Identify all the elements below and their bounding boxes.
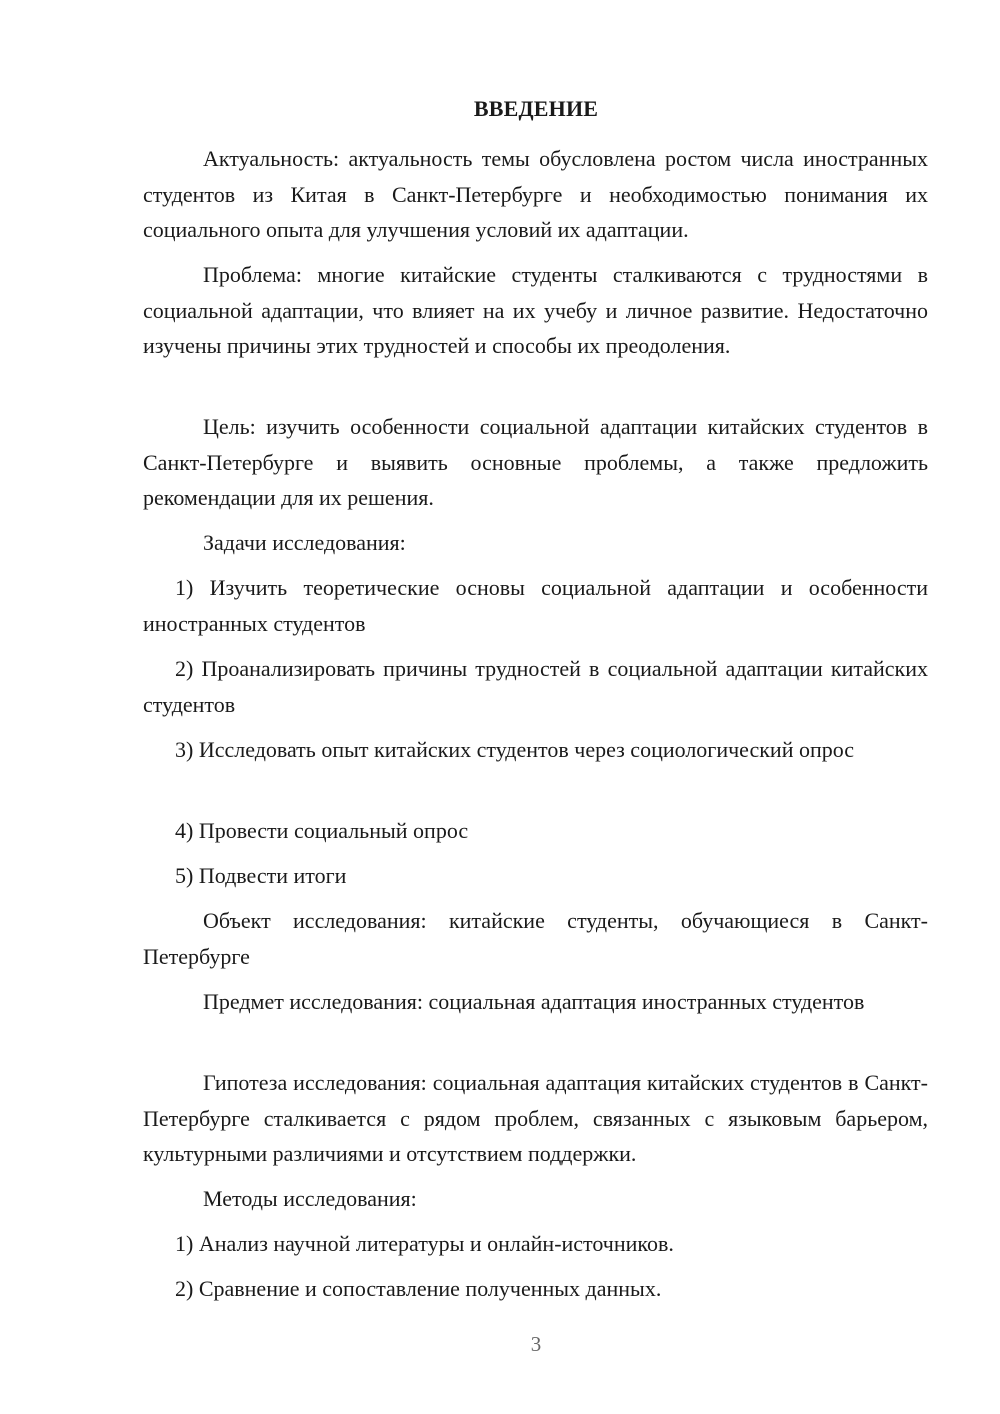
paragraph-tasks-heading: Задачи исследования: [203,530,406,555]
paragraph-goal: Цель: изучить особенности социальной адаптации китайских студентов в Санкт-Петербурге и выявить основные проблемы, а также предложить рекомендации для их решения. [143,414,928,510]
list-item-method-1: 1) Анализ научной литературы и онлайн-источников. [175,1231,674,1256]
list-item-task-3: 3) Исследовать опыт китайских студентов через социологический опрос [175,737,855,762]
paragraph-object: Объект исследования: китайские студенты, обучающиеся в Санкт-Петербурге [143,908,928,969]
paragraph-methods-heading: Методы исследования: [203,1186,417,1211]
list-item-method-2: 2) Сравнение и сопоставление полученных данных. [175,1276,662,1301]
list-item-task-4: 4) Провести социальный опрос [175,818,469,843]
paragraph-problem: Проблема: многие китайские студенты сталкиваются с трудностями в социальной адаптации, что влияет на их учебу и личное развитие. Недостаточно изучены причины этих трудностей и способы их преодоления. [143,262,928,358]
list-item-task-5: 5) Подвести итоги [175,863,347,888]
section-title: ВВЕДЕНИЕ [473,96,599,121]
list-item-task-1: 1) Изучить теоретические основы социальной адаптации и особенности иностранных студентов [143,575,928,636]
list-item-task-2: 2) Проанализировать причины трудностей в социальной адаптации китайских студентов [143,656,928,717]
page-number: 3 [530,1332,542,1356]
paragraph-subject: Предмет исследования: социальная адаптация иностранных студентов [203,989,865,1014]
paragraph-relevance: Актуальность: актуальность темы обусловлена ростом числа иностранных студентов из Китая в Санкт-Петербурге и необходимостью понимания их социального опыта для улучшения условий их адаптации. [143,146,928,242]
paragraph-hypothesis: Гипотеза исследования: социальная адаптация китайских студентов в Санкт-Петербурге сталкивается с рядом проблем, связанных с языковым барьером, культурными различиями и отсутствием поддержки. [143,1070,928,1166]
